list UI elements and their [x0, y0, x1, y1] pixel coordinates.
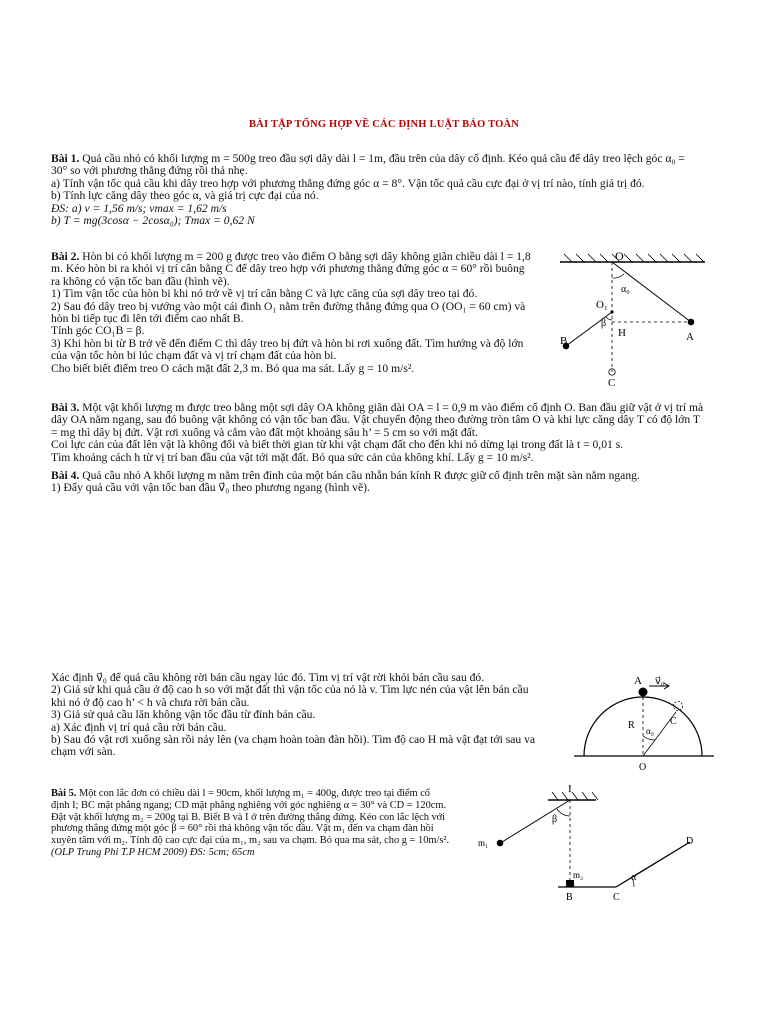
label-B: B: [566, 892, 573, 903]
exercise-5-line: định I; BC mặt phẳng ngang; CD mặt phẳng nghiêng với góc nghiêng α = 30° và CD = 120cm.: [51, 799, 447, 811]
label-v0: v⃗₀: [655, 676, 665, 687]
exercise-2-line: m. Kéo hòn bi ra khỏi vị trí cân bằng C để dây treo hợp với phương thẳng đứng góc α = 60° rồi buông: [51, 262, 525, 276]
document-title: BÀI TẬP TỔNG HỢP VỀ CÁC ĐỊNH LUẬT BẢO TOÀN: [248, 119, 520, 130]
exercise-2-line: 3) Khi hòn bi từ B trở về đến điểm C thì dây treo bị đứt và hòn bi rơi xuống đất. Tìm hướng và độ lớn: [51, 336, 524, 350]
label-beta: β: [552, 814, 558, 825]
exercise-4-line: 2) Giả sử khi quả cầu ở độ cao h so với mặt đất thì vận tốc của nó là v. Tìm lực nén của vật lên bán cầu: [51, 683, 529, 697]
exercise-3-heading: Bài 3.: [51, 401, 80, 414]
label-B: B: [560, 335, 568, 347]
exercise-2-line: Tính góc CO₁B = β.: [51, 324, 145, 338]
exercise-1-answer: ĐS: a) v = 1,56 m/s; vmax = 1,62 m/s: [51, 201, 227, 215]
exercise-2-figure: [560, 250, 720, 390]
label-A: A: [634, 675, 642, 687]
label-C: C: [670, 716, 677, 727]
exercise-3-line: = mg thì dây bị đứt. Vật rơi xuống và cắm vào đất một khoảng sâu h’ = 5 cm so với mặt đất.: [51, 425, 478, 439]
label-C: C: [608, 377, 616, 389]
exercise-5-line: Một con lắc đơn có chiều dài l = 90cm, khối lượng m₁ = 400g, được treo tại điểm cố: [79, 788, 430, 799]
label-R: R: [628, 720, 635, 731]
exercise-1: [51, 153, 685, 227]
exercise-2-line: ra không có vận tốc ban đầu (hình vẽ).: [51, 274, 230, 288]
label-O1: O₁: [596, 299, 608, 311]
label-m2: m₂: [573, 870, 584, 880]
exercise-1-line: b) Tính lực căng dây theo góc α, và giá trị cực đại của nó.: [51, 189, 319, 203]
label-alpha: α: [631, 872, 637, 883]
label-A: A: [686, 331, 694, 343]
exercise-4-line: b) Sau đó vật rơi xuống sàn rồi nảy lên (va chạm hoàn toàn đàn hồi). Tìm độ cao H mà vật đạt tới sau va: [51, 733, 536, 747]
label-D: D: [686, 836, 694, 847]
exercise-4-line: 1) Đẩy quả cầu với vận tốc ban đầu v⃗₀ theo phương ngang (hình vẽ).: [51, 481, 370, 495]
exercise-2-line: 2) Sau đó dây treo bị vướng vào một cái đinh O₁ nằm trên đường thẳng đứng qua O (OO₁ = 60 cm) và: [51, 299, 526, 313]
exercise-5-line: phương thẳng đứng một góc β = 60° rồi thả không vận tốc đầu. Vật m₁ đến va chạm đàn hồi: [51, 823, 434, 835]
exercise-4-line: khi nó ở độ cao h’ < h và chưa rời bán cầu.: [51, 695, 250, 709]
exercise-2-line: của vận tốc hòn bi lúc chạm đất và vị trí chạm đất của hòn bi.: [51, 349, 337, 363]
exercise-5-heading: Bài 5.: [51, 788, 77, 799]
exercise-1-answer: b) T = mg(3cosα − 2cosα₀); Tmax = 0,62 N: [51, 214, 255, 228]
exercise-5-line: xuyên tâm với m₂. Tính độ cao cực đại của m₁, m₂ sau va chạm. Bỏ qua ma sát, cho g = 10m/s².: [51, 835, 450, 847]
label-O: O: [615, 249, 624, 263]
label-I: I: [568, 783, 572, 795]
label-C: C: [613, 892, 620, 903]
exercise-5: [51, 788, 449, 859]
exercise-4-line: 3) Giả sử quả cầu lăn không vận tốc đầu từ đỉnh bán cầu.: [51, 708, 316, 722]
label-alpha0: α₀: [646, 726, 654, 736]
exercise-4-line: Quả cầu nhỏ A khối lượng m nằm trên đỉnh của một bán cầu nhẵn bán kính R được giữ cố định trên mặt sàn nằm ngang.: [82, 469, 640, 482]
exercise-1-heading: Bài 1.: [51, 152, 80, 165]
exercise-4-figure: [574, 672, 724, 782]
exercise-5-figure: [476, 784, 728, 916]
exercise-3: [51, 402, 703, 464]
exercise-4-heading: Bài 4.: [51, 469, 80, 482]
exercise-4-line: Xác định v⃗₀ để quả cầu không rời bán cầu ngay lúc đó. Tìm vị trí vật rời khỏi bán cầu sau đó.: [51, 671, 485, 684]
exercise-3-line: dây OA nằm ngang, sau đó buông vật không có vận tốc ban đầu. Vật chuyển động theo đường tròn tâm O và khi lực căng dây T có độ lớn T: [51, 413, 700, 427]
exercise-2: [51, 251, 531, 375]
exercise-4-line: a) Xác định vị trí quả cầu rời bán cầu.: [51, 720, 227, 734]
exercise-1-line: Quả cầu nhỏ có khối lượng m = 500g treo đầu sợi dây dài l = 1m, đầu trên của dây cố định. Kéo quả cầu để dây treo lệch góc α₀ =: [82, 152, 685, 165]
exercise-2-line: Hòn bi có khối lượng m = 200 g được treo vào điểm O bằng sợi dây không giãn chiều dài l = 1,8: [82, 250, 531, 263]
label-beta: β: [601, 318, 607, 329]
exercise-3-line: Coi lực cản của đất lên vật là không đổi và biết thời gian từ khi vật chạm đất cho đến khi nó dừng lại trong đất là t = 0,01 s.: [51, 438, 624, 452]
exercise-2-line: Cho biết biết điểm treo O cách mặt đất 2,3 m. Bỏ qua ma sát. Lấy g = 10 m/s².: [51, 361, 415, 375]
exercise-4-continued: [51, 672, 535, 759]
exercise-3-line: Một vật khối lượng m được treo bằng một sợi dây OA không giãn dài OA = l = 0,9 m vào điểm cố định O. Ban đầu giữ vật ở vị trí mà: [82, 401, 704, 414]
exercise-1-line: 30° so với phương thẳng đứng rồi thả nhẹ.: [51, 164, 248, 178]
label-O: O: [639, 762, 647, 773]
exercise-3-line: Tìm khoảng cách h từ vị trí ban đầu của vật tới mặt đất. Bỏ qua sức cản của không khí. Lấy g = 10 m/s².: [51, 450, 534, 464]
label-H: H: [618, 327, 626, 339]
exercise-2-line: hòn bi tiếp tục đi lên tới điểm cao nhất B.: [51, 312, 244, 326]
exercise-4-line: chạm với sàn.: [51, 745, 116, 759]
exercise-2-line: 1) Tìm vận tốc của hòn bi khi nó trở về vị trí cân bằng C và lực căng của sợi dây treo tại đó.: [51, 287, 478, 301]
label-alpha0: α₀: [621, 284, 630, 295]
exercise-4: [51, 470, 640, 495]
exercise-5-answer: (OLP Trung Phi T.P HCM 2009) ĐS: 5cm; 65cm: [51, 846, 255, 858]
exercise-5-line: Đặt vật khối lượng m₂ = 200g tại B. Biết B và I ở trên đường thẳng đứng. Kéo con lắc lệch với: [51, 811, 446, 823]
exercise-1-line: a) Tính vận tốc quả cầu khi dây treo hợp với phương thẳng đứng góc α = 8°. Vận tốc quả cầu cực đại ở vị trí nào, tính giá trị đó.: [51, 176, 645, 190]
exercise-2-heading: Bài 2.: [51, 250, 80, 263]
label-m1: m₁: [478, 838, 489, 848]
